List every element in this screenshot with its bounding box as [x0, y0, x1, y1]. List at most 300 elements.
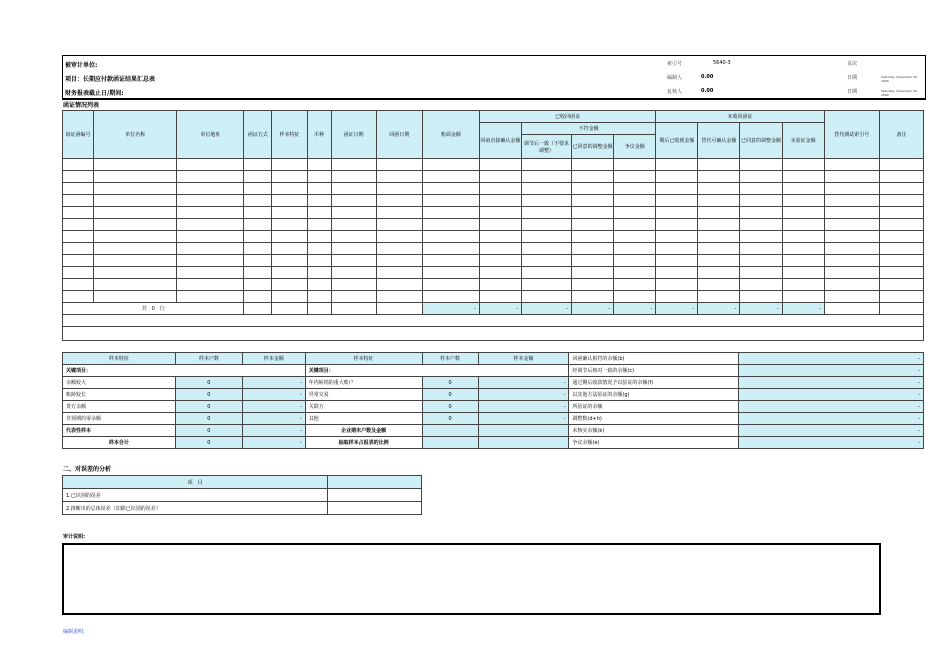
table-cell[interactable] [572, 231, 614, 243]
table-cell[interactable] [307, 195, 331, 207]
table-cell[interactable] [63, 159, 94, 171]
table-cell[interactable] [63, 207, 94, 219]
col-agreed-adjust: 已同意的调整金额 [572, 135, 614, 159]
table-cell[interactable] [572, 171, 614, 183]
table-cell[interactable] [614, 231, 656, 243]
table-cell[interactable] [272, 159, 307, 171]
table-cell[interactable] [331, 207, 376, 219]
table-cell[interactable] [521, 291, 571, 303]
table-cell[interactable] [572, 291, 614, 303]
table-cell[interactable] [824, 183, 879, 195]
table-cell[interactable] [656, 219, 698, 231]
table-cell[interactable] [740, 207, 782, 219]
table-cell[interactable] [244, 219, 272, 231]
table-cell[interactable] [521, 219, 571, 231]
table-cell[interactable] [614, 243, 656, 255]
table-cell[interactable] [272, 255, 307, 267]
table-cell[interactable] [782, 291, 824, 303]
table-cell[interactable] [331, 231, 376, 243]
table-cell[interactable] [782, 219, 824, 231]
table-cell[interactable] [244, 159, 272, 171]
table-cell[interactable] [879, 243, 923, 255]
table-cell[interactable] [422, 159, 479, 171]
table-cell[interactable] [521, 171, 571, 183]
table-cell[interactable] [698, 231, 740, 243]
audit-note-label: 审计说明: [63, 534, 85, 540]
table-cell[interactable] [177, 291, 244, 303]
table-cell[interactable] [698, 159, 740, 171]
table-cell[interactable] [572, 159, 614, 171]
table-cell[interactable] [879, 183, 923, 195]
table-cell[interactable] [782, 267, 824, 279]
table-cell[interactable] [879, 231, 923, 243]
total-reconciled: - [521, 303, 571, 315]
key-items-left: 关键项目： [63, 365, 306, 377]
table-cell[interactable] [614, 207, 656, 219]
table-cell[interactable] [272, 267, 307, 279]
table-cell[interactable] [479, 195, 521, 207]
table-cell[interactable] [614, 291, 656, 303]
table-cell[interactable] [422, 183, 479, 195]
table-cell[interactable] [376, 207, 422, 219]
table-cell[interactable] [272, 195, 307, 207]
table-cell[interactable] [479, 267, 521, 279]
summary-label-2: 通过期后收款情况予以验证的余额(f) [569, 377, 739, 389]
col-direct-confirm: 回函直接确认金额 [479, 123, 521, 159]
table-cell[interactable] [331, 267, 376, 279]
table-cell[interactable] [307, 159, 331, 171]
table-cell[interactable] [572, 279, 614, 291]
table-row [63, 291, 924, 303]
table-cell[interactable] [307, 291, 331, 303]
table-cell[interactable] [879, 267, 923, 279]
table-cell[interactable] [782, 255, 824, 267]
table-cell[interactable] [698, 291, 740, 303]
table-cell[interactable] [698, 183, 740, 195]
table-cell[interactable] [331, 171, 376, 183]
table-cell[interactable] [244, 291, 272, 303]
table-cell[interactable] [824, 279, 879, 291]
table-cell[interactable] [331, 291, 376, 303]
table-cell[interactable] [824, 267, 879, 279]
table-cell[interactable] [824, 171, 879, 183]
table-cell[interactable] [782, 159, 824, 171]
table-cell[interactable] [698, 267, 740, 279]
table-cell[interactable] [521, 207, 571, 219]
table-cell[interactable] [698, 279, 740, 291]
sample-right-name: 关联方 [305, 401, 422, 413]
col-subsequent-received: 期后已收到金额 [656, 123, 698, 159]
sample-right-count: 0 [422, 401, 478, 413]
table-cell[interactable] [698, 171, 740, 183]
sample-left-count: 0 [175, 401, 242, 413]
table-row [63, 183, 924, 195]
table-cell[interactable] [479, 183, 521, 195]
table-cell[interactable] [740, 243, 782, 255]
table-cell[interactable] [307, 183, 331, 195]
sample-right-amount: - [478, 413, 569, 425]
total-book: - [422, 303, 479, 315]
table-cell[interactable] [740, 195, 782, 207]
table-cell[interactable] [63, 267, 94, 279]
table-cell[interactable] [656, 195, 698, 207]
table-cell[interactable] [740, 219, 782, 231]
table-cell[interactable] [376, 243, 422, 255]
audit-note-box[interactable] [62, 543, 881, 615]
table-cell[interactable] [177, 171, 244, 183]
sample-ratio-label: 抽取样本占报表的比例 [305, 437, 422, 449]
table-cell[interactable] [307, 231, 331, 243]
table-cell[interactable] [244, 183, 272, 195]
table-cell[interactable] [479, 159, 521, 171]
sample-left-count: 0 [175, 377, 242, 389]
table-cell[interactable] [422, 291, 479, 303]
table-cell[interactable] [376, 291, 422, 303]
table-cell[interactable] [177, 231, 244, 243]
sample-total-count: 0 [175, 437, 242, 449]
table-cell[interactable] [331, 255, 376, 267]
table-cell[interactable] [740, 171, 782, 183]
table-cell[interactable] [244, 195, 272, 207]
table-cell[interactable] [782, 171, 824, 183]
prep-note-label: 编制说明: [63, 629, 85, 635]
table-cell[interactable] [656, 255, 698, 267]
index-label: 索引号 [667, 61, 683, 67]
table-cell[interactable] [698, 243, 740, 255]
table-cell[interactable] [422, 171, 479, 183]
table-cell[interactable] [521, 195, 571, 207]
table-cell[interactable] [331, 219, 376, 231]
sample-right-amount: - [478, 377, 569, 389]
total-count-cell [63, 303, 244, 315]
table-cell[interactable] [177, 219, 244, 231]
table-cell[interactable] [422, 243, 479, 255]
table-cell[interactable] [782, 195, 824, 207]
table-cell[interactable] [94, 231, 177, 243]
table-cell[interactable] [94, 195, 177, 207]
table-cell[interactable] [824, 219, 879, 231]
table-cell[interactable] [272, 291, 307, 303]
table-cell[interactable] [244, 255, 272, 267]
table-cell[interactable] [376, 219, 422, 231]
table-cell[interactable] [824, 195, 879, 207]
table-cell[interactable] [331, 279, 376, 291]
table-cell[interactable] [272, 279, 307, 291]
table-cell[interactable] [94, 267, 177, 279]
table-row [63, 279, 924, 291]
table-cell[interactable] [824, 291, 879, 303]
table-cell[interactable] [177, 243, 244, 255]
table-cell[interactable] [307, 267, 331, 279]
col-reply-date: 回函日期 [376, 111, 422, 159]
table-cell[interactable] [824, 243, 879, 255]
table-cell[interactable] [521, 243, 571, 255]
table-cell[interactable] [656, 183, 698, 195]
group-not-received: 未收回函证 [656, 111, 824, 123]
table-cell[interactable] [879, 279, 923, 291]
table-cell[interactable] [740, 159, 782, 171]
sample-left-amount: - [242, 377, 305, 389]
table-cell[interactable] [698, 255, 740, 267]
period-end-amount [478, 425, 569, 437]
representative-sample-label: 代表性样本 [63, 425, 176, 437]
table-cell[interactable] [422, 195, 479, 207]
col-sample-feature: 样本特征 [272, 111, 307, 159]
table-cell[interactable] [656, 159, 698, 171]
table-cell[interactable] [698, 219, 740, 231]
table-cell[interactable] [479, 231, 521, 243]
table-row [63, 171, 924, 183]
summary-label-1: 经调节后核对一致的余额(c) [569, 365, 739, 377]
table-cell[interactable] [331, 183, 376, 195]
summary-value-6: - [739, 425, 924, 437]
table-cell[interactable] [879, 255, 923, 267]
section-confirmation-list: 函证情况列表 [63, 102, 100, 109]
sample-right-count: 0 [422, 377, 478, 389]
table-cell[interactable] [740, 231, 782, 243]
table-cell[interactable] [63, 279, 94, 291]
error-header-value [328, 476, 422, 489]
date-value-2: Saturday, December 30, 1899 [881, 89, 918, 97]
table-cell[interactable] [94, 243, 177, 255]
table-cell[interactable] [521, 267, 571, 279]
table-cell[interactable] [307, 171, 331, 183]
table-row [63, 195, 924, 207]
col-unverified: 未验证金额 [782, 123, 824, 159]
period-label: 财务报表截止日/期间: [65, 90, 124, 97]
table-cell[interactable] [879, 291, 923, 303]
table-cell[interactable] [656, 279, 698, 291]
table-cell[interactable] [422, 219, 479, 231]
table-cell[interactable] [824, 231, 879, 243]
table-cell[interactable] [740, 291, 782, 303]
header-block [62, 55, 926, 100]
table-row [63, 219, 924, 231]
table-cell[interactable] [63, 291, 94, 303]
table-cell[interactable] [272, 171, 307, 183]
total-disputed: - [614, 303, 656, 315]
table-cell[interactable] [879, 195, 923, 207]
header-row-project [63, 70, 925, 84]
table-cell[interactable] [656, 207, 698, 219]
table-cell[interactable] [521, 255, 571, 267]
total-agreed: - [572, 303, 614, 315]
summary-label-0: 回函确认相符的余额(b) [569, 353, 739, 365]
table-cell[interactable] [63, 231, 94, 243]
sample-left-amount: - [242, 401, 305, 413]
table-cell[interactable] [63, 243, 94, 255]
table-cell[interactable] [63, 171, 94, 183]
table-cell[interactable] [824, 255, 879, 267]
table-cell[interactable] [698, 207, 740, 219]
preparer-value: 0.00 [701, 74, 714, 80]
table-cell[interactable] [177, 279, 244, 291]
table-cell[interactable] [244, 207, 272, 219]
table-cell[interactable] [376, 279, 422, 291]
table-cell[interactable] [376, 231, 422, 243]
table-cell[interactable] [479, 243, 521, 255]
table-cell[interactable] [177, 255, 244, 267]
table-cell[interactable] [572, 219, 614, 231]
table-cell[interactable] [824, 159, 879, 171]
table-cell[interactable] [94, 291, 177, 303]
table-cell[interactable] [479, 219, 521, 231]
table-cell[interactable] [422, 255, 479, 267]
sample-ratio-count [422, 437, 478, 449]
table-cell[interactable] [63, 219, 94, 231]
header-row-entity [63, 56, 925, 70]
table-cell[interactable] [879, 207, 923, 219]
table-cell[interactable] [272, 219, 307, 231]
table-cell[interactable] [331, 159, 376, 171]
table-row [63, 243, 924, 255]
table-cell[interactable] [656, 231, 698, 243]
table-cell[interactable] [521, 231, 571, 243]
table-cell[interactable] [614, 267, 656, 279]
table-cell[interactable] [572, 195, 614, 207]
table-cell[interactable] [614, 183, 656, 195]
total-alt: - [698, 303, 740, 315]
table-cell[interactable] [740, 279, 782, 291]
table-cell[interactable] [656, 267, 698, 279]
table-cell[interactable] [272, 183, 307, 195]
table-cell[interactable] [272, 231, 307, 243]
summary-label-4: 所验证的余额 [569, 401, 739, 413]
table-cell[interactable] [572, 243, 614, 255]
table-cell[interactable] [376, 195, 422, 207]
table-cell[interactable] [307, 255, 331, 267]
table-cell[interactable] [782, 183, 824, 195]
table-cell[interactable] [422, 231, 479, 243]
table-cell[interactable] [272, 243, 307, 255]
table-cell[interactable] [63, 255, 94, 267]
table-cell[interactable] [698, 195, 740, 207]
table-cell[interactable] [94, 255, 177, 267]
table-cell[interactable] [94, 183, 177, 195]
table-cell[interactable] [740, 183, 782, 195]
col-agreed-adjust-2: 已同意的调整金额 [740, 123, 782, 159]
table-cell[interactable] [422, 279, 479, 291]
summary-value-3: - [739, 389, 924, 401]
table-cell[interactable] [272, 207, 307, 219]
table-cell[interactable] [244, 231, 272, 243]
table-cell[interactable] [307, 243, 331, 255]
table-cell[interactable] [879, 219, 923, 231]
table-cell[interactable] [572, 183, 614, 195]
sample-left-name: 贷方余额 [63, 401, 176, 413]
table-cell[interactable] [782, 279, 824, 291]
table-cell[interactable] [479, 171, 521, 183]
reviewer-label: 复核人 [667, 89, 683, 95]
table-cell[interactable] [376, 255, 422, 267]
table-cell[interactable] [614, 255, 656, 267]
table-cell[interactable] [521, 159, 571, 171]
table-cell[interactable] [177, 267, 244, 279]
table-cell[interactable] [479, 255, 521, 267]
table-row [63, 159, 924, 171]
summary-value-2: - [739, 377, 924, 389]
page-label: 页次 [847, 61, 858, 67]
table-cell[interactable] [307, 279, 331, 291]
col-remarks: 备注 [879, 111, 923, 159]
table-cell[interactable] [63, 195, 94, 207]
table-cell[interactable] [94, 279, 177, 291]
table-cell[interactable] [331, 195, 376, 207]
table-cell[interactable] [376, 267, 422, 279]
table-cell[interactable] [177, 183, 244, 195]
entity-label: 被审计单位: [65, 62, 98, 69]
table-cell[interactable] [331, 243, 376, 255]
key-items-right: 关键项目： [305, 365, 569, 377]
table-cell[interactable] [479, 279, 521, 291]
table-cell[interactable] [479, 207, 521, 219]
error-row-identified-value [328, 489, 422, 502]
table-cell[interactable] [614, 279, 656, 291]
table-cell[interactable] [177, 195, 244, 207]
table-cell[interactable] [244, 267, 272, 279]
table-cell[interactable] [572, 267, 614, 279]
table-cell[interactable] [94, 207, 177, 219]
table-cell[interactable] [244, 171, 272, 183]
table-cell[interactable] [656, 171, 698, 183]
table-cell[interactable] [94, 171, 177, 183]
table-cell[interactable] [572, 207, 614, 219]
table-cell[interactable] [782, 231, 824, 243]
table-cell[interactable] [94, 219, 177, 231]
table-cell[interactable] [376, 159, 422, 171]
table-cell[interactable] [614, 171, 656, 183]
total-agreed-2: - [740, 303, 782, 315]
table-cell[interactable] [614, 195, 656, 207]
table-cell[interactable] [740, 267, 782, 279]
table-cell[interactable] [307, 207, 331, 219]
col-confirm-date: 函证日期 [331, 111, 376, 159]
table-cell[interactable] [879, 171, 923, 183]
table-cell[interactable] [521, 279, 571, 291]
table-cell[interactable] [177, 207, 244, 219]
table-cell[interactable] [63, 183, 94, 195]
section-error-analysis: 二、对误差的分析 [63, 466, 112, 473]
table-cell[interactable] [479, 291, 521, 303]
table-cell[interactable] [521, 183, 571, 195]
table-cell[interactable] [782, 243, 824, 255]
table-cell[interactable] [572, 255, 614, 267]
table-cell[interactable] [740, 255, 782, 267]
table-cell[interactable] [307, 219, 331, 231]
error-row-projected: 2.推断出的总体误差（扣除已识别的误差） [63, 502, 328, 515]
table-cell[interactable] [376, 171, 422, 183]
table-cell[interactable] [614, 219, 656, 231]
table-cell[interactable] [244, 243, 272, 255]
table-cell[interactable] [376, 183, 422, 195]
date-value-1: Saturday, December 30, 1899 [881, 75, 918, 83]
table-cell[interactable] [824, 207, 879, 219]
table-cell[interactable] [177, 159, 244, 171]
table-cell[interactable] [656, 291, 698, 303]
table-cell[interactable] [656, 243, 698, 255]
table-cell[interactable] [422, 267, 479, 279]
error-header: 项 目 [63, 476, 328, 489]
table-cell[interactable] [614, 159, 656, 171]
table-cell[interactable] [94, 159, 177, 171]
sample-total-label: 样本合计 [63, 437, 176, 449]
table-cell[interactable] [782, 207, 824, 219]
table-cell[interactable] [879, 159, 923, 171]
col-alt-confirm: 替代可确认金额 [698, 123, 740, 159]
sample-right-count: 0 [422, 413, 478, 425]
table-cell[interactable] [422, 207, 479, 219]
table-cell[interactable] [244, 279, 272, 291]
